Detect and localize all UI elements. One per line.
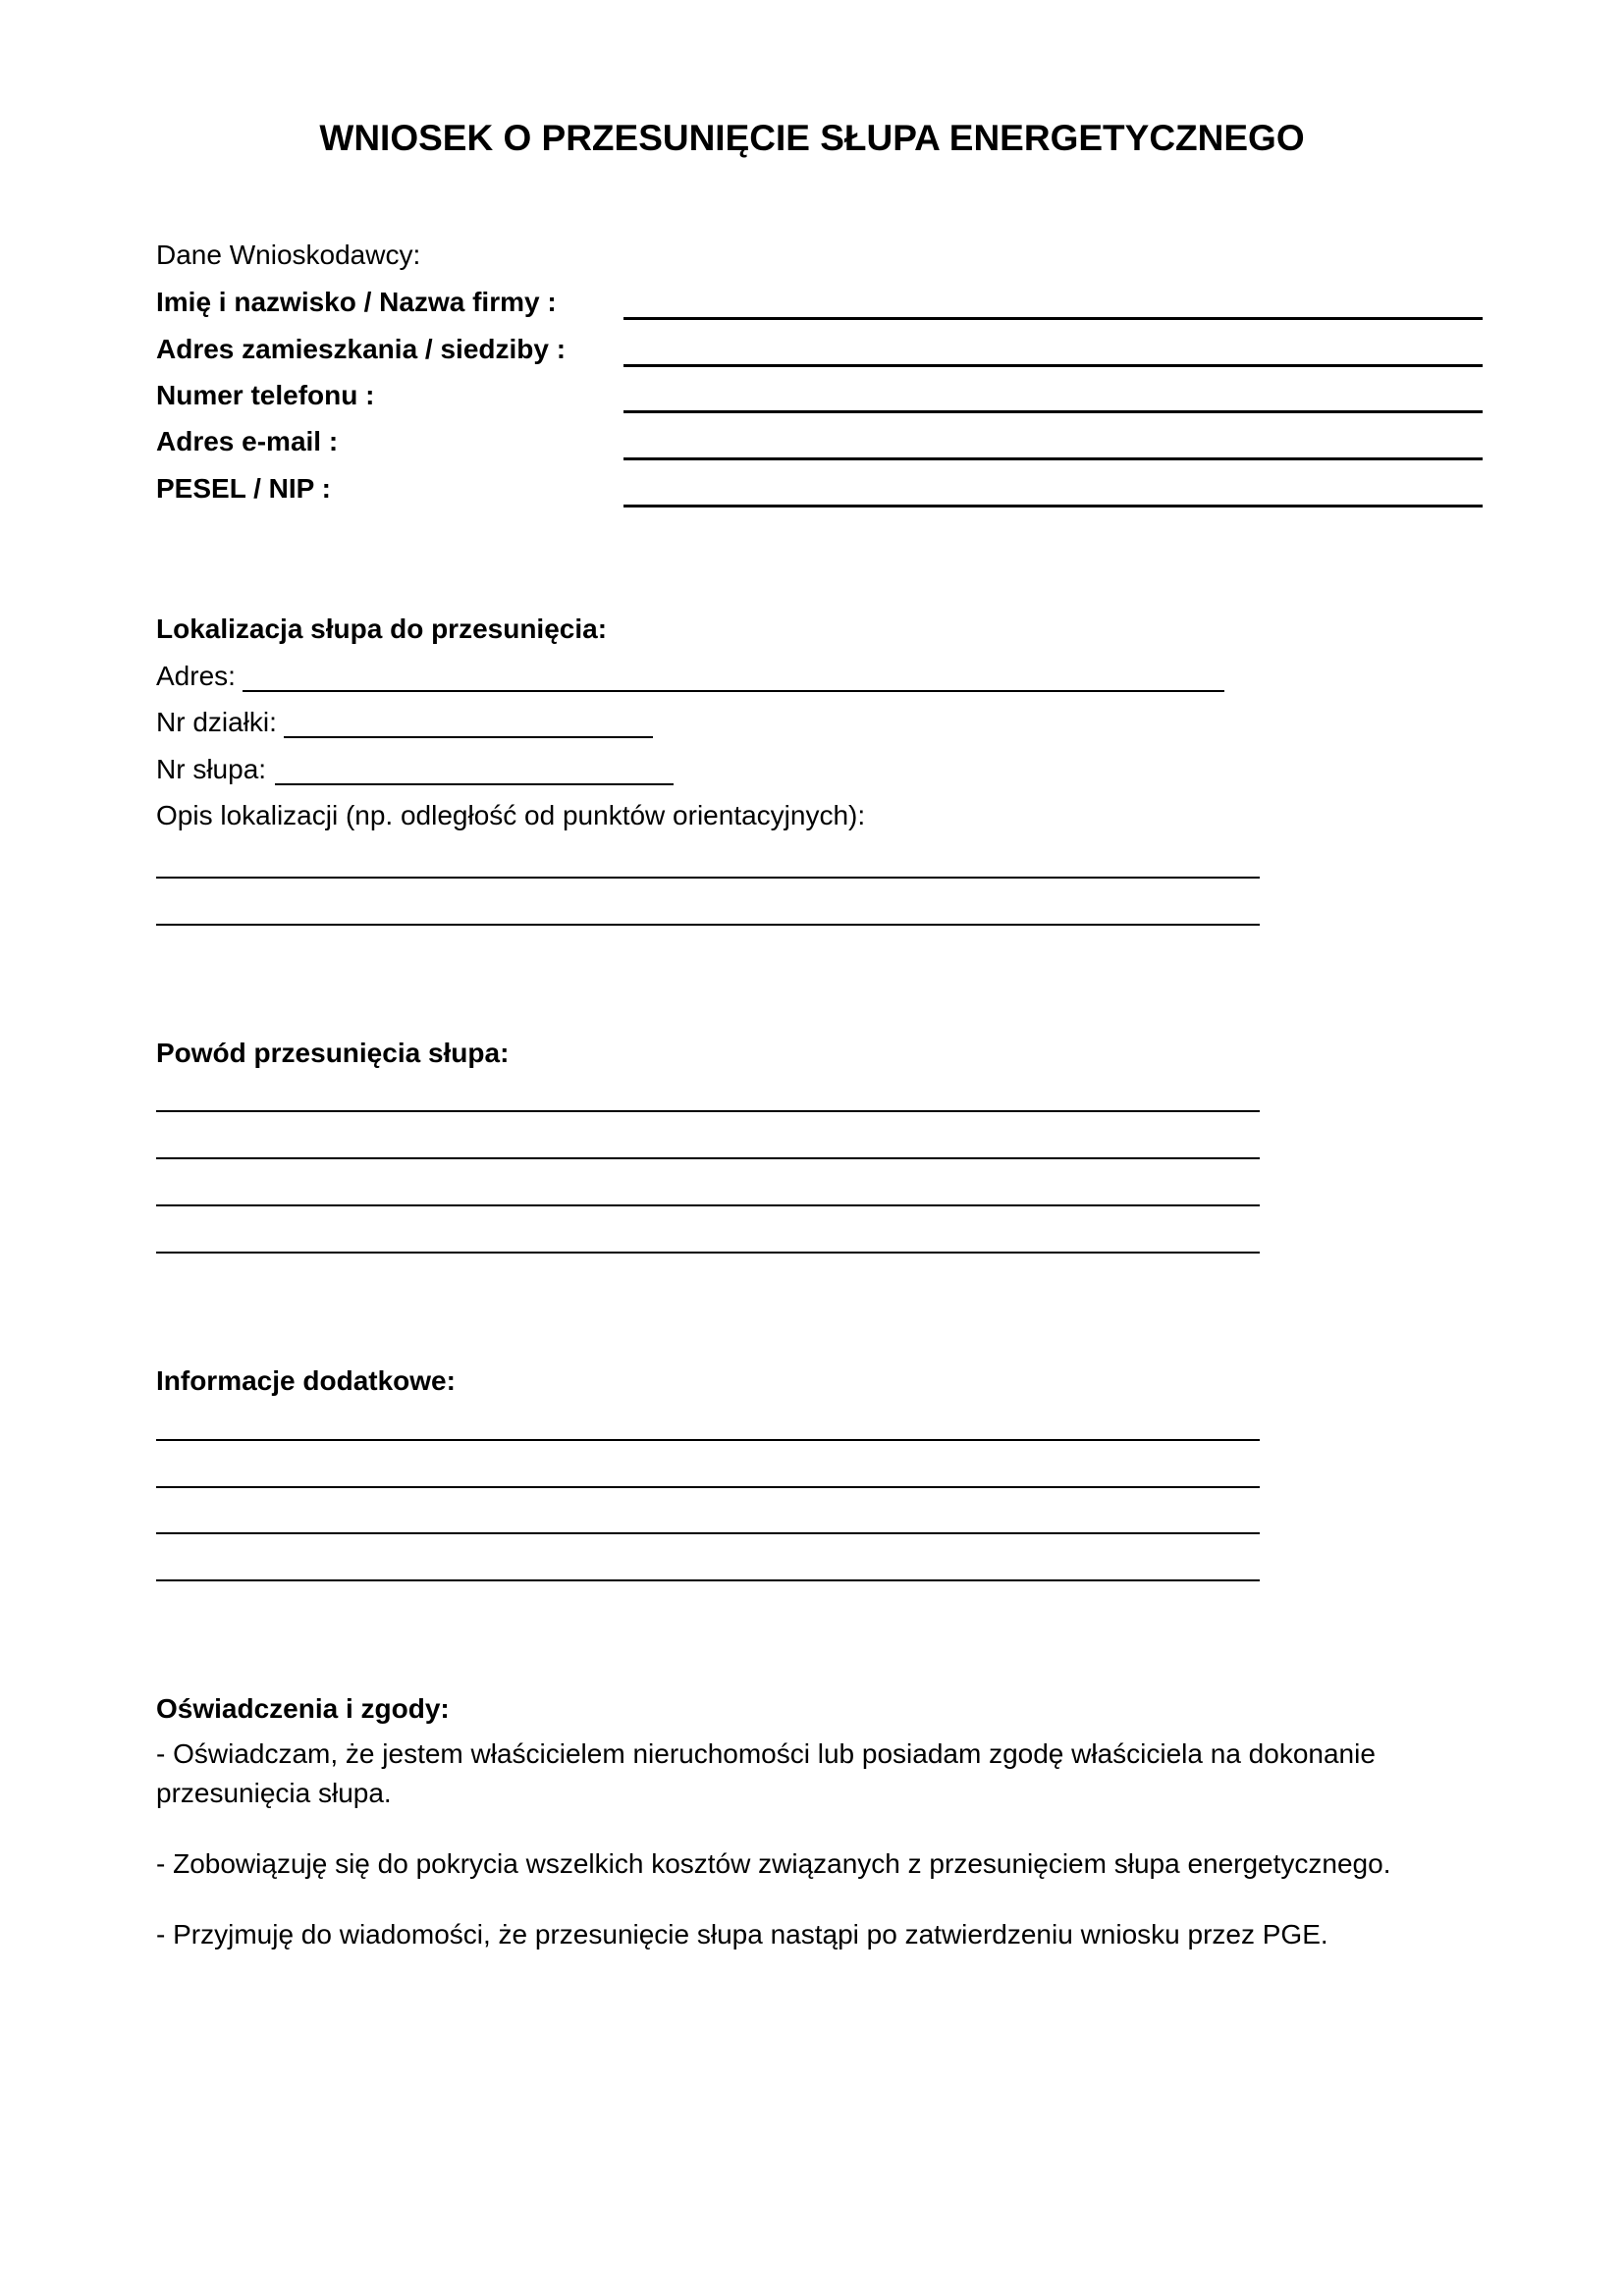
location-description-label: Opis lokalizacji (np. odległość od punktów orientacyjnych): <box>156 800 866 830</box>
reason-line[interactable] <box>156 1110 1260 1112</box>
phone-label: Numer telefonu : <box>156 380 375 410</box>
location-address-field[interactable] <box>243 690 1224 692</box>
reason-line[interactable] <box>156 1204 1260 1206</box>
pesel-nip-label: PESEL / NIP : <box>156 473 331 504</box>
additional-info-line[interactable] <box>156 1486 1260 1488</box>
statements-heading: Oświadczenia i zgody: <box>156 1693 450 1724</box>
email-label: Adres e-mail : <box>156 426 339 456</box>
phone-field[interactable] <box>623 410 1483 413</box>
name-field[interactable] <box>623 317 1483 320</box>
statement-costs: - Zobowiązuję się do pokrycia wszelkich kosztów związanych z przesunięciem słupa energetycznego. <box>156 1848 1391 1879</box>
reason-heading: Powód przesunięcia słupa: <box>156 1038 510 1068</box>
additional-info-line[interactable] <box>156 1439 1260 1441</box>
reason-line[interactable] <box>156 1252 1260 1254</box>
name-label: Imię i nazwisko / Nazwa firmy : <box>156 287 557 317</box>
reason-line[interactable] <box>156 1157 1260 1159</box>
location-address-label: Adres: <box>156 661 236 691</box>
statement-approval: - Przyjmuję do wiadomości, że przesunięcie słupa nastąpi po zatwierdzeniu wniosku przez PGE. <box>156 1919 1328 1949</box>
address-field[interactable] <box>623 364 1483 367</box>
email-field[interactable] <box>623 457 1483 460</box>
plot-number-field[interactable] <box>284 736 653 738</box>
additional-info-line[interactable] <box>156 1579 1260 1581</box>
applicant-heading: Dane Wnioskodawcy: <box>156 240 421 270</box>
statement-ownership: - Oświadczam, że jestem właścicielem nieruchomości lub posiadam zgodę właściciela na dokonanie przesunięcia słupa. <box>156 1738 1376 1808</box>
pole-number-label: Nr słupa: <box>156 754 267 784</box>
plot-number-label: Nr działki: <box>156 707 277 737</box>
location-description-line[interactable] <box>156 877 1260 879</box>
pole-number-field[interactable] <box>275 783 674 785</box>
location-heading: Lokalizacja słupa do przesunięcia: <box>156 614 608 644</box>
page-title: WNIOSEK O PRZESUNIĘCIE SŁUPA ENERGETYCZNEGO <box>319 118 1305 158</box>
additional-info-heading: Informacje dodatkowe: <box>156 1365 456 1396</box>
location-description-line[interactable] <box>156 924 1260 926</box>
pesel-nip-field[interactable] <box>623 505 1483 507</box>
additional-info-line[interactable] <box>156 1532 1260 1534</box>
address-label: Adres zamieszkania / siedziby : <box>156 334 567 364</box>
